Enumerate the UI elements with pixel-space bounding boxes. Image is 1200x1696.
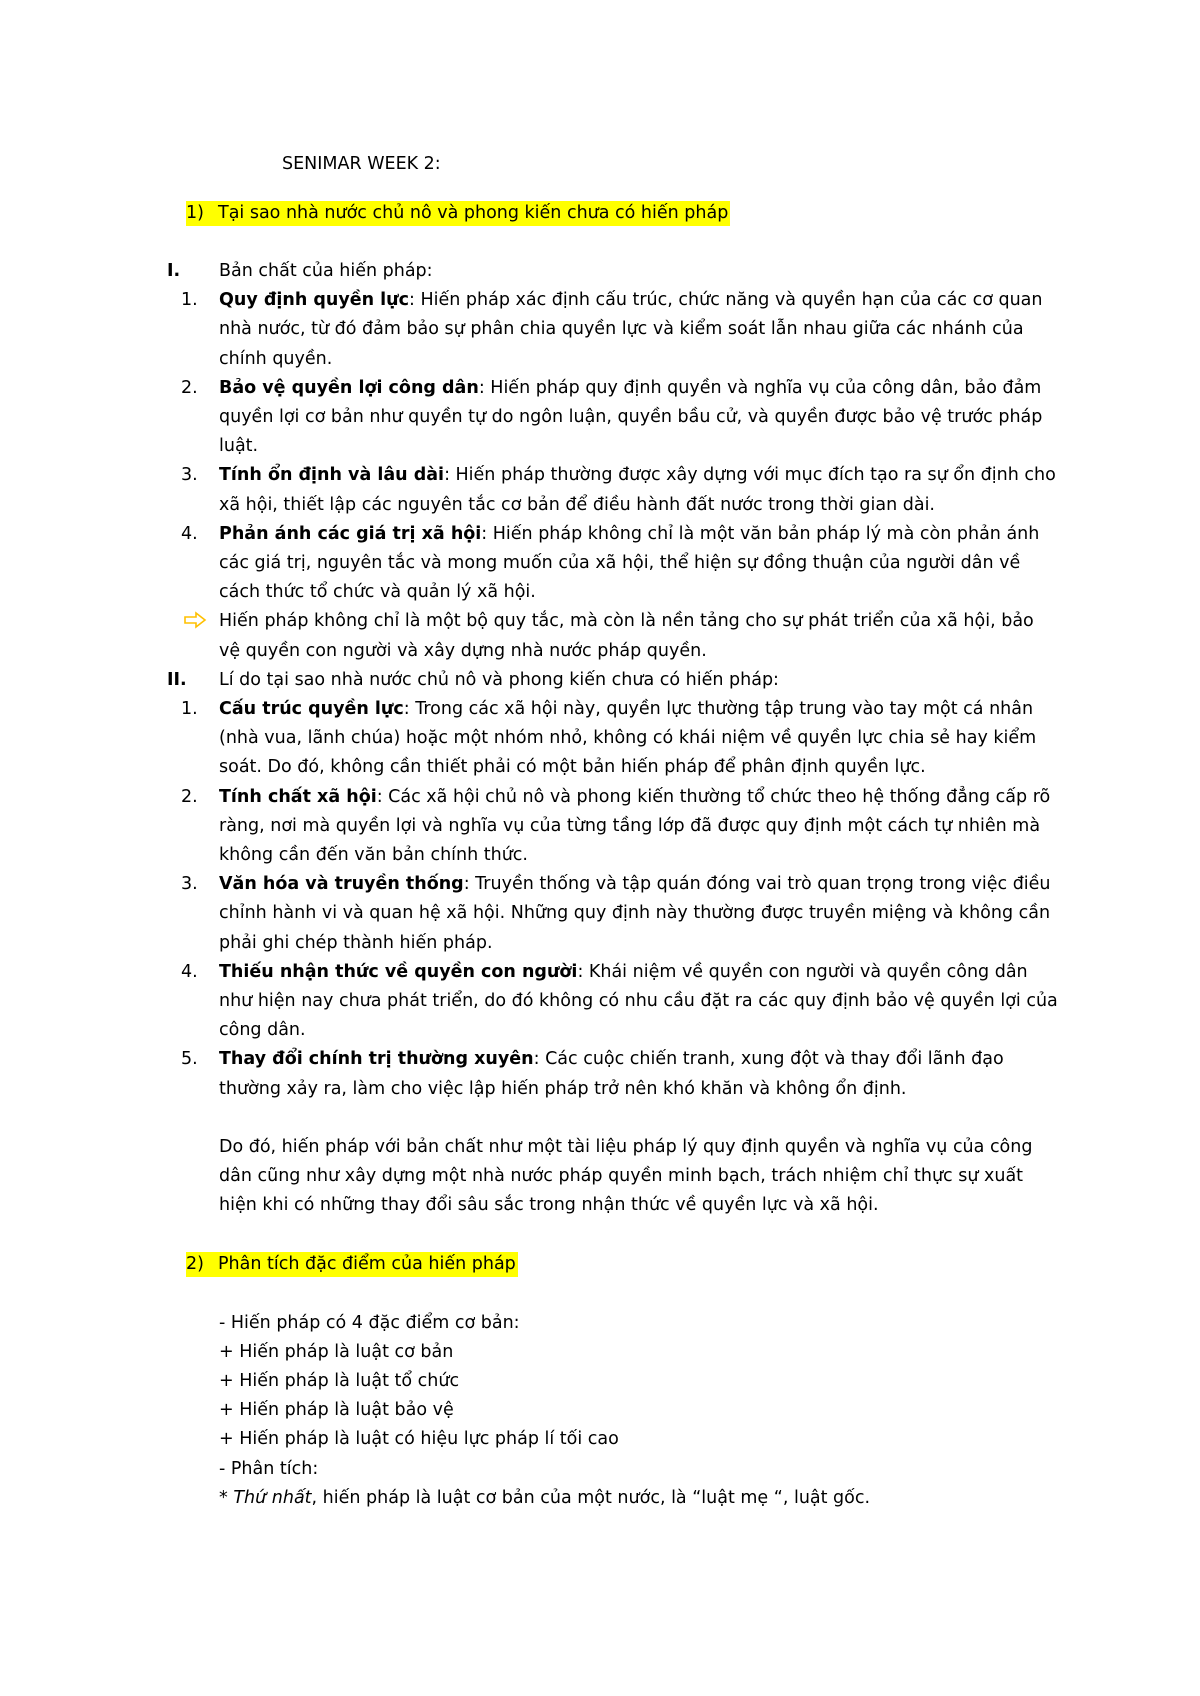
item-term: Thay đổi chính trị thường xuyên bbox=[219, 1049, 534, 1070]
item-text: : Khái niệm về quyền con người và quyền công dân như hiện nay chưa phát triển, do đó không có nhu cầu đặt ra các quy định bảo vệ quyền lợi của công dân. bbox=[219, 961, 1058, 1041]
roman-numeral: II. bbox=[167, 669, 187, 690]
list-item bbox=[0, 958, 1059, 1046]
arrow-right-outline-icon bbox=[183, 606, 207, 635]
roman-numeral: I. bbox=[167, 261, 181, 281]
list-item bbox=[0, 374, 1059, 462]
item-term: Tính ổn định và lâu dài bbox=[219, 465, 445, 486]
list-item bbox=[0, 870, 1059, 958]
line-text: , hiến pháp là luật cơ bản của một nước, là “luật mẹ “, luật gốc. bbox=[311, 1487, 871, 1508]
list-number: 5. bbox=[181, 1049, 198, 1070]
item-text: : Các cuộc chiến tranh, xung đột và thay đổi lãnh đạo thường xảy ra, làm cho việc lập hiến pháp trở nên khó khăn và không ổn định. bbox=[219, 1049, 1004, 1099]
item-term: Bảo vệ quyền lợi công dân bbox=[219, 377, 479, 398]
text-line: + Hiến pháp là luật bảo vệ bbox=[219, 1400, 454, 1421]
list-number: 2. bbox=[181, 377, 198, 398]
list-number: 3. bbox=[181, 874, 198, 895]
list-number: 1. bbox=[181, 699, 198, 720]
item-text: : Truyền thống và tập quán đóng vai trò quan trọng trong việc điều chỉnh hành vi và quan hệ xã hội. Những quy định này thường được truyền miệng và không cần phải ghi chép thành hiến pháp. bbox=[219, 874, 1051, 953]
emphasis-text: Thứ nhất bbox=[233, 1487, 312, 1508]
item-text: : Hiến pháp xác định cấu trúc, chức năng và quyền hạn của các cơ quan nhà nước, từ đó đảm bảo sự phân chia quyền lực và kiểm soát lẫn nhau giữa các nhánh của chính quyền. bbox=[219, 290, 1043, 369]
text-line: + Hiến pháp là luật có hiệu lực pháp lí tối cao bbox=[219, 1429, 619, 1450]
list-item bbox=[0, 783, 1059, 871]
list-item bbox=[0, 286, 1059, 374]
list-item bbox=[0, 461, 1059, 519]
question-text: Phân tích đặc điểm của hiến pháp bbox=[218, 1253, 516, 1274]
item-term: Thiếu nhận thức về quyền con người bbox=[219, 961, 578, 982]
list-number: 3. bbox=[181, 465, 198, 486]
question-text: Tại sao nhà nước chủ nô và phong kiến chưa có hiến pháp bbox=[218, 203, 729, 223]
list-number: 2. bbox=[181, 786, 198, 807]
question-number: 1) bbox=[186, 203, 204, 223]
item-text: : Hiến pháp không chỉ là một văn bản pháp lý mà còn phản ánh các giá trị, nguyên tắc và mong muốn của xã hội, thể hiện sự đồng thuận của người dân về cách thức tổ chức và quản lý xã hội. bbox=[219, 523, 1040, 603]
list-item bbox=[0, 1045, 1059, 1103]
text-line: + Hiến pháp là luật tổ chức bbox=[219, 1370, 460, 1391]
section-heading-text: Bản chất của hiến pháp: bbox=[219, 261, 433, 281]
item-term: Cấu trúc quyền lực bbox=[219, 699, 404, 720]
question-1-heading bbox=[186, 199, 1200, 229]
text-line bbox=[0, 1484, 1059, 1513]
item-text: : Hiến pháp thường được xây dựng với mục đích tạo ra sự ổn định cho xã hội, thiết lập các nguyên tắc cơ bản để điều hành đất nước trong thời gian dài. bbox=[219, 465, 1056, 515]
list-item bbox=[0, 695, 1059, 783]
question-2-heading bbox=[186, 1250, 1200, 1280]
conclusion-line bbox=[0, 607, 1059, 665]
list-number: 4. bbox=[181, 523, 198, 544]
item-text: : Hiến pháp quy định quyền và nghĩa vụ của công dân, bảo đảm quyền lợi cơ bản như quyền tự do ngôn luận, quyền bầu cử, và quyền được bảo vệ trước pháp luật. bbox=[219, 377, 1043, 457]
item-term: Văn hóa và truyền thống bbox=[219, 874, 464, 895]
section-1-heading bbox=[0, 257, 1059, 286]
item-term: Tính chất xã hội bbox=[219, 786, 377, 807]
bullet-prefix: * bbox=[219, 1487, 234, 1508]
list-number: 4. bbox=[181, 961, 198, 982]
section-heading-text: Lí do tại sao nhà nước chủ nô và phong kiến chưa có hiến pháp: bbox=[219, 669, 779, 690]
item-text: : Trong các xã hội này, quyền lực thường tập trung vào tay một cá nhân (nhà vua, lãnh chúa) hoặc một nhóm nhỏ, không có khái niệm về quyền lực chia sẻ hay kiểm soát. Do đó, không cần thiết phải có một bản hiến pháp để phân định quyền lực. bbox=[219, 699, 1037, 778]
question-number: 2) bbox=[186, 1253, 204, 1274]
list-number: 1. bbox=[181, 290, 198, 311]
text-line: - Hiến pháp có 4 đặc điểm cơ bản: bbox=[219, 1312, 520, 1333]
item-text: : Các xã hội chủ nô và phong kiến thường tổ chức theo hệ thống đẳng cấp rõ ràng, nơi mà quyền lợi và nghĩa vụ của từng tầng lớp đã được quy định một cách tự nhiên mà không cần đến văn bản chính thức. bbox=[219, 786, 1051, 866]
summary-paragraph: Do đó, hiến pháp với bản chất như một tài liệu pháp lý quy định quyền và nghĩa vụ của công dân cũng như xây dựng một nhà nước pháp quyền minh bạch, trách nhiệm chỉ thực sự xuất hiện khi có những thay đổi sâu sắc trong nhận thức về quyền lực và xã hội. bbox=[219, 1136, 1033, 1216]
conclusion-text: Hiến pháp không chỉ là một bộ quy tắc, mà còn là nền tảng cho sự phát triển của xã hội, bảo vệ quyền con người và xây dựng nhà nước pháp quyền. bbox=[219, 611, 1034, 661]
section-2-heading bbox=[0, 666, 1059, 695]
item-term: Phản ánh các giá trị xã hội bbox=[219, 523, 482, 544]
text-line: + Hiến pháp là luật cơ bản bbox=[219, 1341, 454, 1362]
item-term: Quy định quyền lực bbox=[219, 290, 410, 311]
document-title: SENIMAR WEEK 2: bbox=[282, 154, 441, 174]
highlight bbox=[186, 1252, 518, 1277]
text-line: - Phân tích: bbox=[219, 1458, 319, 1479]
highlight bbox=[186, 201, 730, 226]
list-item bbox=[0, 520, 1059, 608]
